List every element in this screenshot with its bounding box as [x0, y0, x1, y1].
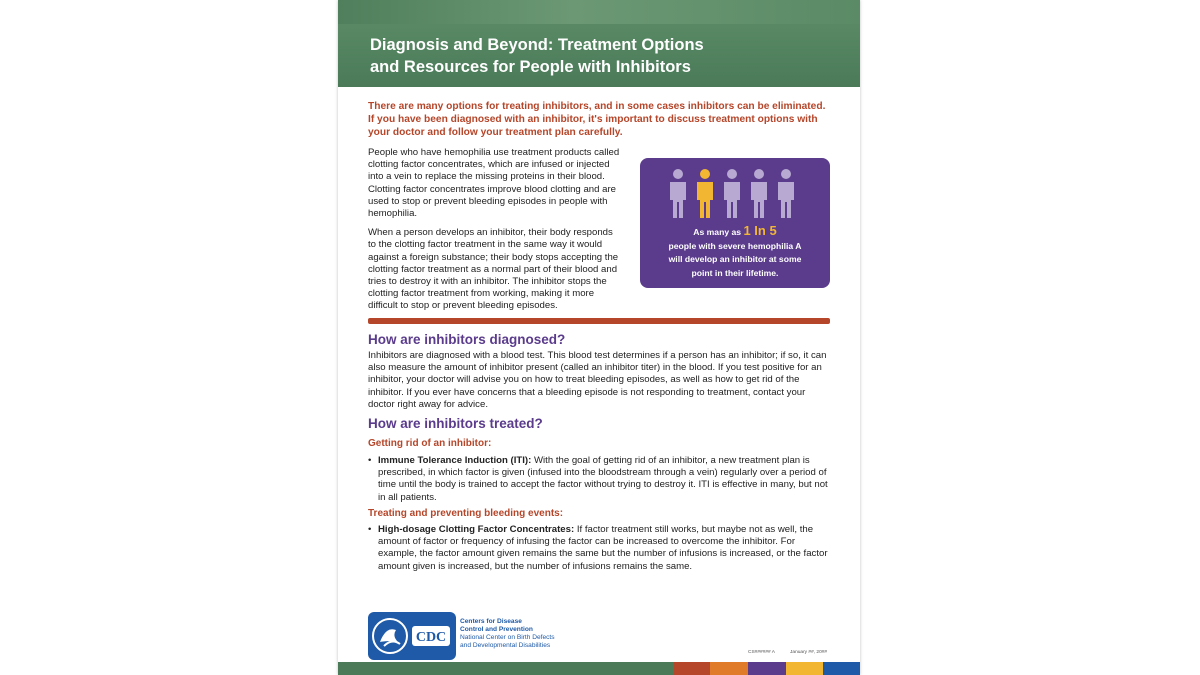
document-date: January ##, 20##	[790, 650, 828, 655]
section-divider	[368, 318, 830, 324]
person-icon	[670, 169, 686, 218]
fact-sheet-page	[338, 0, 860, 675]
footer-bar-segment	[674, 662, 710, 675]
stat-line-4: point in their lifetime.	[691, 267, 779, 278]
footer-bar-segment	[710, 662, 748, 675]
org-line-2: Control and Prevention	[460, 626, 533, 633]
intro-statement: There are many options for treating inhibitors, and in some cases inhibitors can be eliminated. If you have been diagnosed with an inhibitor, it's important to discuss treatment options with your doctor and follow your treatment plan carefully.	[368, 101, 826, 138]
bullet-iti-label: Immune Tolerance Induction (ITI):	[378, 455, 532, 466]
subheading-treating: Treating and preventing bleeding events:	[368, 508, 564, 519]
title-line-1: Diagnosis and Beyond: Treatment Options	[370, 36, 704, 54]
organization-name	[460, 618, 610, 650]
footer-color-bar	[338, 662, 860, 675]
org-line-1: Centers for Disease	[460, 618, 522, 625]
bullet-iti	[368, 455, 833, 504]
person-icon	[751, 169, 767, 218]
statistic-text	[648, 224, 822, 280]
page-title	[370, 34, 840, 78]
subheading-getting-rid: Getting rid of an inhibitor:	[368, 438, 492, 449]
footer-bar-segment	[338, 662, 674, 675]
overview-paragraph-1: People who have hemophilia use treatment products called clotting factor concentrates, which are infused or injected into a vein to replace the missing proteins in their blood. Clotting factor concentrates improve blood clotting and are used to stop or prevent bleeding episodes in people with hemophilia.	[368, 147, 620, 220]
document-id: CS###### A	[748, 650, 775, 655]
person-icon-highlighted	[697, 169, 713, 218]
person-icon	[778, 169, 794, 218]
people-icons	[666, 168, 806, 220]
diagnosis-heading: How are inhibitors diagnosed?	[368, 332, 566, 347]
header-banner	[338, 0, 860, 87]
stat-prefix: As many as	[693, 227, 742, 237]
hhs-cdc-logo	[368, 612, 456, 660]
diagnosis-body: Inhibitors are diagnosed with a blood test. This blood test determines if a person has an inhibitor; if so, it can also measure the amount of inhibitor present (called an inhibitor titer) in the blood. If you test positive for an inhibitor, your doctor will advise you on how to treat bleeding episodes, as well as how to get rid of the inhibitor. If you ever have concerns that a bleeding episode is not responding to treatment, contact your doctor right away for advice.	[368, 350, 827, 410]
title-line-2: and Resources for People with Inhibitors	[370, 58, 691, 76]
footer-bar-segment	[823, 662, 860, 675]
header-gradient-strip	[338, 0, 860, 24]
stat-line-2: people with severe hemophilia A	[668, 240, 802, 251]
overview-paragraph-2: When a person develops an inhibitor, their body responds to the clotting factor treatment in the same way it would against a foreign substance; their body stops accepting the clotting factor treatment as a normal part of their blood and tries to destroy it with an inhibitor. The inhibitor stops the clotting factor treatment from working, making it more difficult to stop or prevent bleeding episodes.	[368, 227, 619, 312]
org-line-4: and Developmental Disabilities	[460, 642, 551, 649]
stat-highlight: 1 In 5	[743, 223, 777, 238]
stat-line-3: will develop an inhibitor at some	[668, 254, 802, 264]
bullet-dot: •	[368, 524, 372, 535]
org-line-3: National Center on Birth Defects	[460, 634, 555, 641]
cdc-logo-text: CDC	[415, 630, 447, 645]
treatment-heading: How are inhibitors treated?	[368, 416, 543, 431]
bullet-dot: •	[368, 455, 372, 466]
person-icon	[724, 169, 740, 218]
cdc-logo-icon	[368, 612, 456, 660]
bullet-iti-text: With the goal of getting rid of an inhibitor, a new treatment plan is prescribed, in which factor is given (infused into the bloodstream through a vein) regularly over a period of time until the body is trained to accept the factor without trying to destroy it. ITI is effective in many, but not in all patients.	[378, 455, 828, 503]
statistic-callout	[640, 158, 830, 288]
footer-bar-segment	[748, 662, 786, 675]
bullet-high-dosage	[368, 524, 833, 573]
footer-bar-segment	[786, 662, 823, 675]
overview-column	[368, 147, 623, 320]
bullet-high-dosage-text: If factor treatment still works, but maybe not as well, the amount of factor or frequency of infusing the factor can be increased to overcome the inhibitor. For example, the factor amount given remains the same but the number of infusions is increased, or the factor amount given is increased, but the number of infusions remains the same.	[378, 524, 828, 572]
bullet-high-dosage-label: High-dosage Clotting Factor Concentrates:	[378, 524, 575, 535]
